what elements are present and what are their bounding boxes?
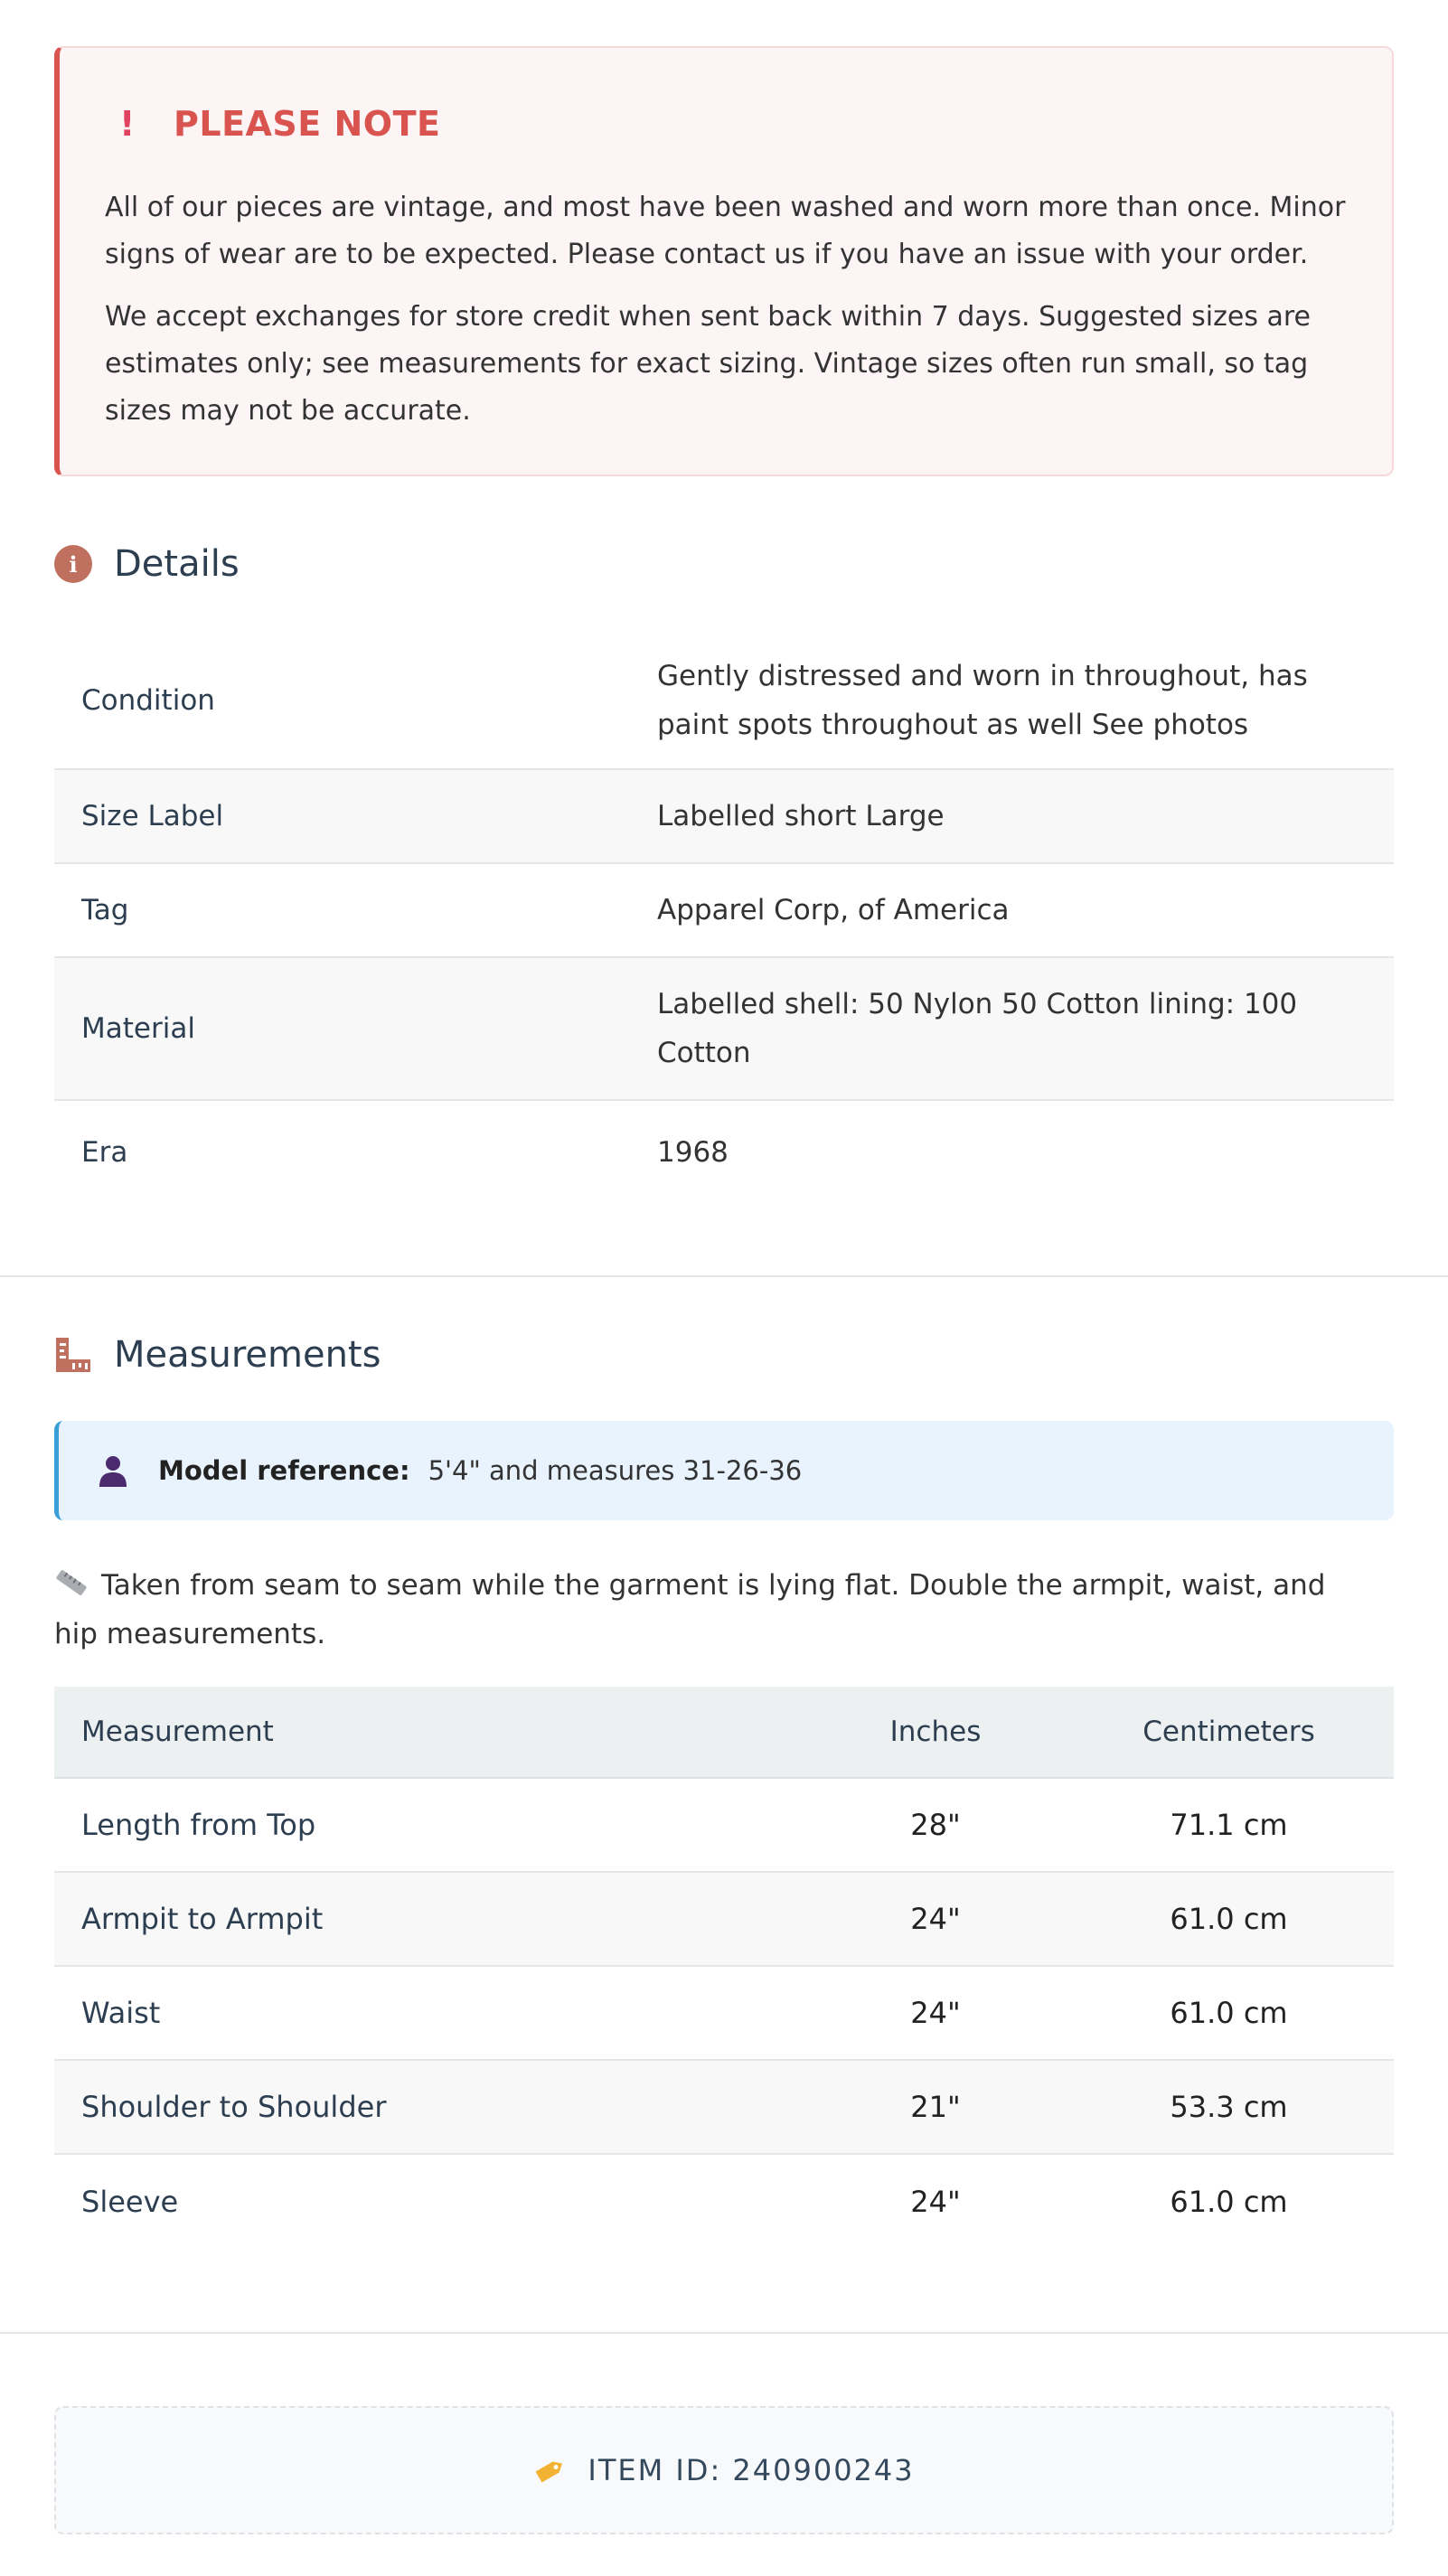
measurement-inches: 24"	[910, 1996, 961, 2030]
detail-label: Era	[81, 1136, 128, 1169]
details-heading	[54, 543, 240, 585]
table-header	[54, 1687, 1394, 1779]
exclamation-icon: !	[119, 104, 136, 144]
person-icon	[95, 1454, 131, 1487]
section-divider	[0, 2332, 1448, 2334]
measurement-name: Sleeve	[81, 2185, 179, 2219]
detail-value: Labelled shell: 50 Nylon 50 Cotton lining: 100 Cotton	[657, 988, 1298, 1069]
measurement-cm: 61.0 cm	[1170, 2185, 1288, 2219]
measurement-name: Armpit to Armpit	[81, 1902, 324, 1936]
table-row	[54, 2155, 1394, 2249]
ruler-pencil-icon	[54, 1564, 89, 1611]
table-row	[54, 958, 1394, 1101]
measurement-cm: 71.1 cm	[1170, 1808, 1288, 1842]
hint-text: Taken from seam to seam while the garment is lying flat. Double the armpit, waist, and hip measurements.	[54, 1569, 1326, 1650]
ruler-icon	[54, 1336, 92, 1374]
detail-value: 1968	[657, 1136, 729, 1169]
table-row	[54, 1101, 1394, 1204]
note-title: PLEASE NOTE	[174, 104, 441, 144]
table-row	[54, 1873, 1394, 1967]
note-header	[119, 104, 440, 144]
measurement-cm: 53.3 cm	[1170, 2090, 1288, 2124]
measurement-hint	[54, 1562, 1356, 1658]
note-paragraph-1: All of our pieces are vintage, and most have been washed and worn more than once. Minor signs of wear are to be expected. Please contact us if you have an issue with your order.	[105, 192, 1346, 270]
table-row	[54, 2061, 1394, 2155]
detail-value: Apparel Corp, of America	[657, 894, 1010, 926]
column-header-centimeters: Centimeters	[1142, 1716, 1315, 1748]
measurements-heading	[54, 1334, 381, 1376]
table-row	[54, 770, 1394, 864]
measurements-title: Measurements	[114, 1334, 381, 1376]
measurement-name: Waist	[81, 1996, 161, 2030]
section-divider	[0, 1275, 1448, 1277]
measurement-cm: 61.0 cm	[1170, 1902, 1288, 1936]
column-header-inches: Inches	[889, 1716, 982, 1748]
measurement-cm: 61.0 cm	[1170, 1996, 1288, 2030]
table-row	[54, 1967, 1394, 2061]
item-id-text: ITEM ID: 240900243	[588, 2453, 915, 2487]
item-id-box	[54, 2406, 1394, 2534]
column-header-measurement: Measurement	[81, 1716, 274, 1748]
note-paragraph-2: We accept exchanges for store credit when sent back within 7 days. Suggested sizes are estimates only; see measurements for exact sizing. Vintage sizes often run small, so tag sizes may not be accurate.	[105, 301, 1312, 427]
measurement-inches: 21"	[910, 2090, 961, 2124]
please-note-box	[54, 46, 1394, 476]
detail-value: Labelled short Large	[657, 800, 945, 832]
detail-value: Gently distressed and worn in throughout, has paint spots throughout as well See photos	[657, 660, 1308, 741]
details-table	[54, 633, 1394, 1204]
detail-label: Tag	[81, 894, 129, 926]
detail-label: Condition	[81, 684, 215, 717]
table-row	[54, 864, 1394, 958]
measurement-name: Length from Top	[81, 1808, 316, 1842]
model-reference-box	[54, 1421, 1394, 1520]
info-icon: i	[54, 545, 92, 583]
measurement-inches: 28"	[910, 1808, 961, 1842]
model-reference-value: 5'4" and measures 31-26-36	[428, 1455, 803, 1486]
measurement-inches: 24"	[910, 2185, 961, 2219]
table-row	[54, 633, 1394, 770]
detail-label: Size Label	[81, 800, 224, 832]
detail-label: Material	[81, 1012, 195, 1045]
model-reference-label: Model reference:	[158, 1455, 410, 1486]
measurement-inches: 24"	[910, 1902, 961, 1936]
measurements-table	[54, 1687, 1394, 2249]
table-row	[54, 1779, 1394, 1873]
tag-icon	[533, 2455, 568, 2486]
measurement-name: Shoulder to Shoulder	[81, 2090, 387, 2124]
details-title: Details	[114, 543, 240, 585]
